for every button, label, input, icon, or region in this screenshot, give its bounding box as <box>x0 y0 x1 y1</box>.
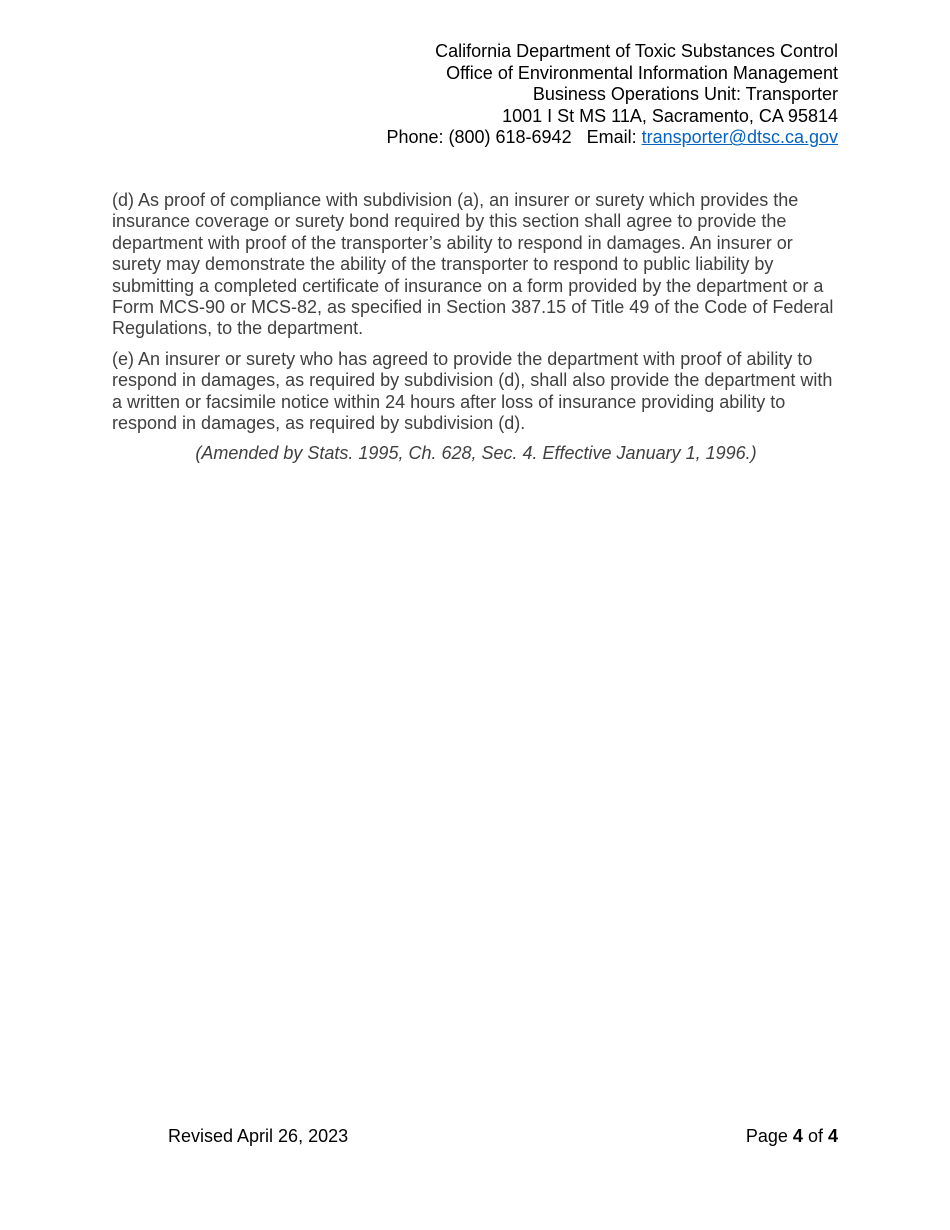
contact-line <box>386 127 838 149</box>
page-number <box>746 1125 838 1147</box>
email-label: Email: <box>586 127 637 148</box>
mailing-address: 1001 I St MS 11A, Sacramento, CA 95814 <box>502 105 838 126</box>
page-word: Page <box>745 1126 788 1146</box>
department-name: California Department of Toxic Substances Control <box>435 41 838 61</box>
document-body <box>112 190 840 474</box>
page-total: 4 <box>827 1126 838 1146</box>
page-current: 4 <box>792 1126 803 1146</box>
paragraph-d: (d) As proof of compliance with subdivision (a), an insurer or surety which provides the insurance coverage or surety bond required by this section shall agree to provide the department with proof of the transporter’s ability to respond in damages. An insurer or surety may demonstrate the ability of the transporter to respond to public liability by submitting a completed certificate of insurance on a form provided by the department or a Form MCS-90 or MCS-82, as specified in Section 387.15 of Title 49 of the Code of Federal Regulations, to the department. <box>112 190 834 339</box>
unit-name: Business Operations Unit: Transporter <box>532 84 838 105</box>
amended-note: (Amended by Stats. 1995, Ch. 628, Sec. 4. Effective January 1, 1996.) <box>195 443 757 464</box>
revised-date: Revised April 26, 2023 <box>168 1126 349 1146</box>
paragraph-e: (e) An insurer or surety who has agreed to provide the department with proof of ability to respond in damages, as required by subdivision (d), shall also provide the department with a written or facsimile notice within 24 hours after loss of insurance providing ability to respond in damages, as required by subdivision (d). <box>112 348 833 434</box>
email-link[interactable]: transporter@dtsc.ca.gov <box>641 127 838 148</box>
phone-number: Phone: (800) 618-6942 <box>386 127 572 148</box>
office-name: Office of Environmental Information Management <box>446 62 838 83</box>
page-of: of <box>807 1126 823 1146</box>
letterhead <box>386 41 838 149</box>
